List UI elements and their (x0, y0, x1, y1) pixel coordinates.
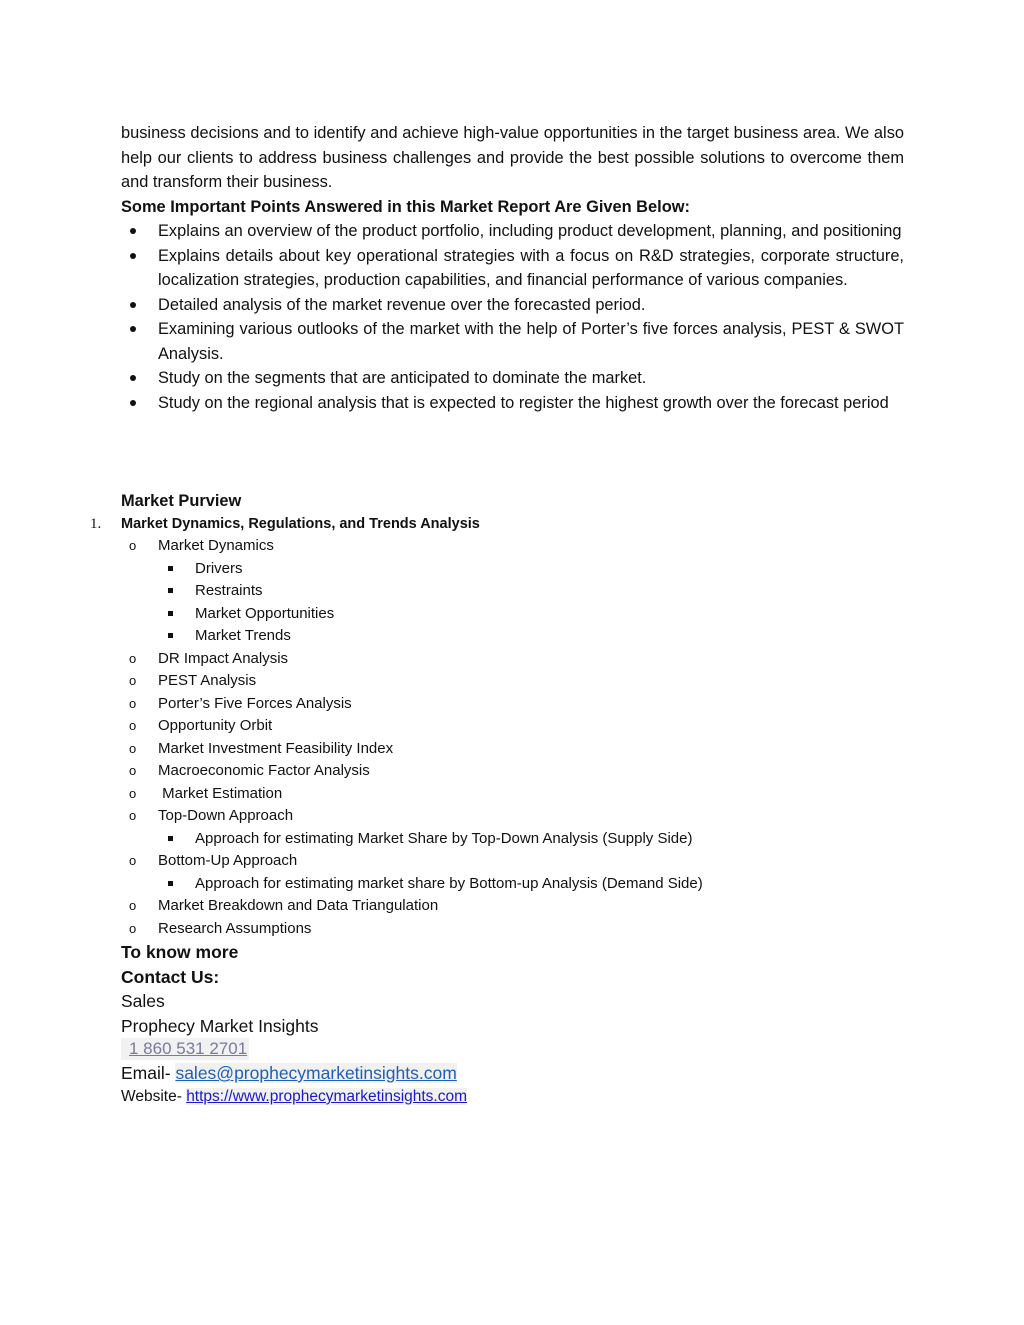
circle-bullet-icon: o (129, 695, 137, 711)
bullet-icon (130, 228, 136, 234)
toc-item (121, 693, 703, 716)
circle-bullet-icon: o (129, 763, 137, 778)
toc-list (121, 535, 703, 940)
website-line (121, 1086, 467, 1108)
circle-bullet-icon: o (129, 650, 137, 666)
square-bullet-icon (168, 588, 173, 593)
toc-item (121, 895, 703, 918)
toc-item-label: Market Opportunities (195, 604, 335, 622)
toc-item-label: Drivers (195, 559, 243, 577)
list-item: Explains details about key operational strategies with a focus on R&D strategies, corporate structure, localization strategies, production capabilities, and financial performance of various companies. (121, 244, 904, 293)
toc-subitem (121, 558, 703, 581)
purview-heading: Market Purview (121, 492, 242, 510)
toc-item-label: Macroeconomic Factor Analysis (158, 762, 370, 779)
list-item: Explains an overview of the product portfolio, including product development, planning, and positioning (121, 219, 904, 244)
toc-item-label: Research Assumptions (158, 919, 312, 937)
toc-subitem (121, 625, 703, 648)
company-name: Prophecy Market Insights (121, 1016, 319, 1036)
toc-item-label: Market Dynamics (158, 537, 274, 554)
toc-subitem (121, 828, 703, 851)
email-link[interactable]: sales@prophecymarketinsights.com (175, 1063, 457, 1083)
toc-item-label: Market Investment Feasibility Index (158, 739, 394, 757)
circle-bullet-icon: o (129, 808, 137, 823)
section-heading (90, 514, 480, 534)
bullet-icon (130, 253, 136, 259)
bullet-icon (130, 326, 136, 332)
toc-item-label: Opportunity Orbit (158, 717, 273, 734)
toc-item-label: Porter’s Five Forces Analysis (158, 694, 352, 712)
website-link[interactable]: https://www.prophecymarketinsights.com (186, 1088, 468, 1105)
list-item: Study on the segments that are anticipated to dominate the market. (121, 366, 904, 391)
list-item: Study on the regional analysis that is expected to register the highest growth over the forecast period (121, 391, 904, 416)
phone-link[interactable]: 1 860 531 2701 (121, 1038, 249, 1060)
list-item: Detailed analysis of the market revenue over the forecasted period. (121, 293, 904, 318)
circle-bullet-icon: o (129, 853, 137, 868)
section-number: 1. (90, 516, 102, 532)
square-bullet-icon (168, 633, 173, 638)
circle-bullet-icon: o (129, 718, 137, 733)
toc-item (121, 738, 703, 761)
circle-bullet-icon: o (129, 673, 137, 688)
toc-item-label: Market Breakdown and Data Triangulation (158, 897, 439, 914)
circle-bullet-icon: o (129, 740, 137, 756)
toc-item (121, 715, 703, 738)
bullet-icon (130, 400, 136, 406)
toc-item-label: DR Impact Analysis (158, 649, 289, 667)
toc-item (121, 918, 703, 941)
toc-item (121, 648, 703, 671)
list-item: Examining various outlooks of the market with the help of Porter’s five forces analysis, PEST & SWOT Analysis. (121, 317, 904, 366)
square-bullet-icon (168, 566, 173, 571)
toc-item-label: Approach for estimating market share by Bottom-up Analysis (Demand Side) (195, 874, 703, 892)
toc-subitem (121, 873, 703, 896)
toc-item (121, 783, 703, 806)
section-title: Market Dynamics, Regulations, and Trends Analysis (121, 516, 480, 532)
points-list (121, 219, 904, 415)
email-line (121, 1061, 457, 1085)
email-label: Email- (121, 1063, 176, 1083)
toc-item (121, 760, 703, 783)
toc-item (121, 805, 703, 828)
square-bullet-icon (168, 836, 173, 841)
sales-label: Sales (121, 991, 165, 1011)
toc-item (121, 535, 703, 558)
circle-bullet-icon: o (129, 920, 137, 936)
toc-item-label: Market Trends (195, 627, 291, 644)
intro-paragraph: business decisions and to identify and achieve high-value opportunities in the target business area. We also help our clients to address business challenges and provide the best possible solutions to overcome them and transform their business. (121, 124, 904, 191)
bullet-icon (130, 302, 136, 308)
toc-subitem (121, 580, 703, 603)
toc-item-label: PEST Analysis (158, 672, 257, 689)
website-label: Website- (121, 1088, 187, 1105)
toc-item (121, 670, 703, 693)
square-bullet-icon (168, 611, 173, 616)
toc-item (121, 850, 703, 873)
circle-bullet-icon: o (129, 538, 137, 553)
know-more-heading: To know more (121, 942, 239, 962)
square-bullet-icon (168, 881, 173, 886)
bullet-icon (130, 375, 136, 381)
toc-item-label: Restraints (195, 582, 263, 599)
toc-item-label: Market Estimation (158, 784, 283, 802)
toc-item-label: Bottom-Up Approach (158, 852, 298, 869)
contact-us-heading: Contact Us: (121, 967, 220, 987)
circle-bullet-icon: o (129, 785, 137, 801)
toc-item-label: Approach for estimating Market Share by Top-Down Analysis (Supply Side) (195, 829, 693, 847)
circle-bullet-icon: o (129, 898, 137, 913)
toc-item-label: Top-Down Approach (158, 807, 294, 824)
points-heading: Some Important Points Answered in this Market Report Are Given Below: (121, 198, 690, 216)
toc-subitem (121, 603, 703, 626)
